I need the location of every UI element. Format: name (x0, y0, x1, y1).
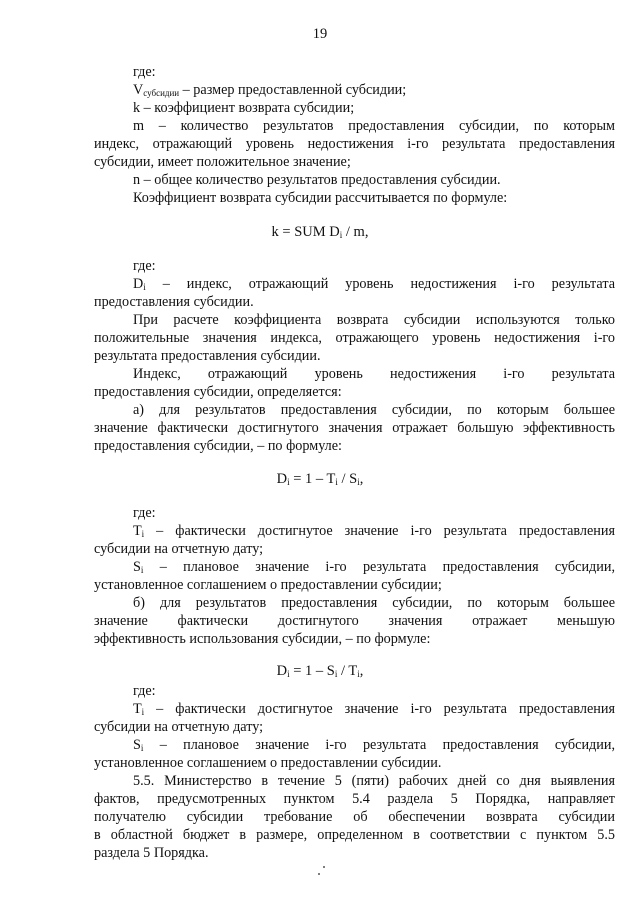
s-symbol-2: S (133, 737, 141, 753)
case-b-line-1: б) для результатов предоставления субсидии, по которым большее (133, 595, 615, 611)
where-label: где: (133, 64, 156, 80)
t-definition-text-1: – фактически достигнутое значение i-го результата предоставления (144, 523, 615, 539)
definition-v-subsidy (133, 82, 406, 99)
formula-2-sub-3: i (357, 669, 360, 679)
formula-di-case-a (0, 471, 640, 488)
formula-1-d: D (276, 471, 288, 487)
scan-speck (318, 873, 320, 875)
formula-k (0, 224, 640, 241)
case-a-line-3: предоставления субсидии, – по формуле: (94, 438, 343, 454)
d-subscript: i (143, 282, 146, 292)
case-b-line-3: эффективность использования субсидии, – по формуле: (94, 631, 431, 647)
paragraph-5-5-line-4: в областной бюджет в размере, определенном в соответствии с пунктом 5.5 (94, 827, 615, 843)
paragraph-5-5-line-2: фактов, предусмотренных пунктом 5.4 раздела 5 Порядка, направляет (94, 791, 615, 807)
case-a-line-2: значение фактически достигнутого значения отражает большую эффективность (94, 420, 615, 436)
definition-t-2-line-1 (133, 701, 615, 718)
formula-1-sub-3: i (357, 477, 360, 487)
formula-1-middle: = 1 – T (289, 471, 336, 487)
definition-m-line-3: субсидии, имеет положительное значение; (94, 154, 351, 170)
definition-s-2-line-1 (133, 737, 615, 754)
formula-1-slash: / S (337, 471, 358, 487)
formula-1-sub-1: i (287, 477, 290, 487)
case-b-line-2: значение фактически достигнутого значения отражает меньшую (94, 613, 615, 629)
formula-k-part-2: / m, (342, 224, 369, 240)
paragraph-5-5-line-3: получателю субсидии требование об обеспечении возврата субсидии (94, 809, 615, 825)
formula-2-middle: = 1 – S (289, 663, 335, 679)
t-definition-text-2: – фактически достигнутое значение i-го результата предоставления (144, 701, 615, 717)
definition-d-line-2: предоставления субсидии. (94, 294, 254, 310)
formula-2-d: D (276, 663, 288, 679)
t-subscript-1: i (141, 529, 145, 539)
scan-speck (323, 866, 325, 868)
definition-k: k – коэффициент возврата субсидии; (133, 100, 355, 116)
paragraph-positive-values-line-3: результата предоставления субсидии. (94, 348, 321, 364)
t-subscript-2: i (141, 707, 145, 717)
definition-t-1-line-1 (133, 523, 615, 540)
definition-m-line-1: m – количество результатов предоставления субсидии, по которым (133, 118, 615, 134)
definition-t-2-line-2: субсидии на отчетную дату; (94, 719, 264, 735)
definition-s-1-line-2: установленное соглашением о предоставлении субсидии; (94, 577, 442, 593)
formula-di-case-b (0, 663, 640, 680)
definition-m-line-2: индекс, отражающий уровень недостижения i-го результата предоставления (94, 136, 615, 152)
v-subscript: субсидии (143, 88, 180, 98)
paragraph-index-line-2: предоставления субсидии, определяется: (94, 384, 342, 400)
case-a-line-1: а) для результатов предоставления субсидии, по которым большее (133, 402, 615, 418)
definition-s-1-line-1 (133, 559, 615, 576)
s-symbol-1: S (133, 559, 141, 575)
page-number: 19 (312, 26, 328, 42)
t-symbol-1: T (133, 523, 142, 539)
paragraph-5-5-line-5: раздела 5 Порядка. (94, 845, 209, 861)
coefficient-intro: Коэффициент возврата субсидии рассчитывается по формуле: (133, 190, 508, 206)
v-symbol: V (133, 82, 144, 98)
paragraph-positive-values-line-1: При расчете коэффициента возврата субсидии используются только (133, 312, 615, 328)
formula-k-part-1: k = SUM D (271, 224, 340, 240)
formula-1-sub-2: i (335, 477, 338, 487)
formula-k-subscript: i (339, 230, 343, 240)
s-subscript-2: i (140, 743, 144, 753)
definition-t-1-line-2: субсидии на отчетную дату; (94, 541, 264, 557)
definition-n: n – общее количество результатов предоставления субсидии. (133, 172, 501, 188)
definition-s-2-line-2: установленное соглашением о предоставлении субсидии. (94, 755, 442, 771)
formula-2-end: , (359, 663, 364, 679)
formula-2-sub-1: i (287, 669, 290, 679)
s-subscript-1: i (140, 565, 144, 575)
t-symbol-2: T (133, 701, 142, 717)
d-definition-text: – индекс, отражающий уровень недостижения i-го результата (145, 276, 615, 292)
d-symbol: D (133, 276, 144, 292)
s-definition-text-1: – плановое значение i-го результата предоставления субсидии, (143, 559, 615, 575)
definition-d-line-1 (133, 276, 615, 293)
where-label-4: где: (133, 683, 156, 699)
where-label-2: где: (133, 258, 156, 274)
formula-2-slash: / T (337, 663, 358, 679)
paragraph-index-line-1: Индекс, отражающий уровень недостижения i-го результата (133, 366, 615, 382)
formula-1-end: , (359, 471, 364, 487)
where-label-3: где: (133, 505, 156, 521)
v-definition-text: – размер предоставленной субсидии; (179, 82, 407, 98)
s-definition-text-2: – плановое значение i-го результата предоставления субсидии, (143, 737, 615, 753)
paragraph-5-5-line-1: 5.5. Министерство в течение 5 (пяти) рабочих дней со дня выявления (133, 773, 615, 789)
formula-2-sub-2: i (334, 669, 338, 679)
paragraph-positive-values-line-2: положительные значения индекса, отражающего уровень недостижения i-го (94, 330, 615, 346)
